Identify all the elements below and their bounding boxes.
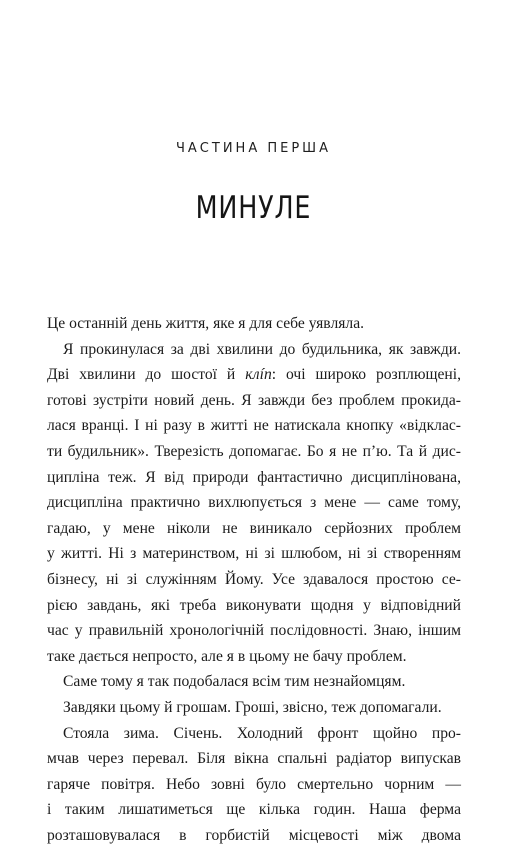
- text-line: час у правильній хронологічній послідовності. Знаю, іншим: [47, 622, 461, 640]
- text-line: дисципліна практично вихлюпується з мене — саме тому,: [47, 494, 461, 512]
- text-line: Завдяки цьому й грошам. Гроші, звісно, теж допомагали.: [63, 698, 442, 716]
- text-line: ти будильник». Тверезість допомагає. Бо я не п’ю. Та й дис-: [47, 442, 461, 460]
- text-line: Стояла зима. Січень. Холодний фронт щойно про-: [63, 724, 461, 742]
- text-line: гаряче повітря. Небо зовні було смертельно чорним —: [47, 775, 461, 793]
- chapter-title: МИНУЛЕ: [195, 190, 312, 226]
- text-line: розташовувалася в горбистій місцевості між двома: [47, 826, 461, 844]
- text-line: мчав через перевал. Біля вікна спальні радіатор випускав: [47, 750, 461, 768]
- text-line: бізнесу, ні зі служінням Йому. Усе здавалося простою се-: [47, 570, 461, 588]
- text-line: таке дається непросто, але я в цьому не бачу проблем.: [47, 647, 407, 665]
- text-line: Я прокинулася за дві хвилини до будильника, як завжди.: [63, 340, 461, 358]
- emphasis: клíп: [245, 366, 272, 384]
- text-line: гадаю, у мене ніколи не виникало серйозних проблем: [47, 519, 461, 537]
- text-line: рією завдань, які треба виконувати щодня у відповідний: [47, 596, 461, 614]
- text-line: лася вранці. І ні разу в житті не натискала кнопку «відклас-: [47, 417, 461, 435]
- part-label: ЧАСТИНА ПЕРША: [176, 141, 331, 156]
- text-line: ципліна теж. Я від природи фантастично дисциплінована,: [47, 468, 461, 486]
- text-line: Саме тому я так подобалася всім тим незнайомцям.: [63, 673, 406, 691]
- text-line: у житті. Ні з материнством, ні зі шлюбом, ні зі створенням: [47, 545, 461, 563]
- text-line: Дві хвилини до шостої й клíп: очі широко розплющені,: [47, 366, 461, 384]
- text-line: готові зустріти новий день. Я завжди без проблем прокида-: [47, 391, 461, 409]
- chapter-body-text: [47, 311, 461, 848]
- text-line: і таким лишатиметься ще кілька годин. Наша ферма: [47, 801, 461, 819]
- text-line: Це останній день життя, яке я для себе уявляла.: [47, 315, 365, 332]
